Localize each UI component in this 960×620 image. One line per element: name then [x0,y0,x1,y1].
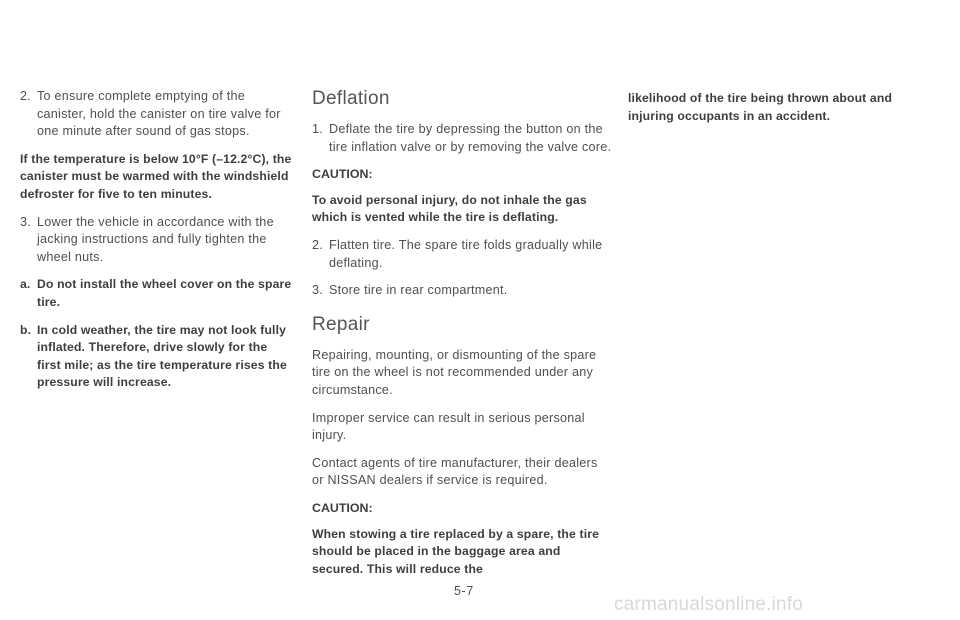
note-a-wheel-cover [20,276,292,311]
repair-heading: Repair [312,313,370,335]
step-text: Store tire in rear compartment. [329,283,508,298]
repair-paragraph: Repairing, mounting, or dismounting of the spare tire on the wheel is not recommended under any circumstance. [312,347,597,397]
note-letter: b. [20,322,32,337]
step-number: 3. [312,283,324,298]
step-text: To ensure complete emptying of the canister, hold the canister on tire valve for one minute after sound of gas stops. [37,89,281,139]
step-2-canister [20,88,292,141]
note-text: In cold weather, the tire may not look fully inflated. Therefore, drive slowly for the first mile; as the tire temperature rises the pressure will increase. [37,322,287,390]
step-text: Lower the vehicle in accordance with the jacking instructions and fully tighten the wheel nuts. [37,214,274,264]
middle-column [312,88,612,588]
continued-caution-text: likelihood of the tire being thrown about and injuring occupants in an accident. [628,91,893,123]
deflation-step-2 [312,237,612,272]
caution-label: CAUTION: [312,167,373,182]
note-letter: a. [20,277,31,292]
page-number: 5-7 [454,584,474,598]
step-text: Deflate the tire by depressing the button on the tire inflation valve or by removing the valve core. [329,122,612,154]
step-number: 2. [20,89,32,103]
temperature-warning: If the temperature is below 10°F (–12.2°C), the canister must be warmed with the windshield defroster for five to ten minutes. [20,151,292,201]
caution-label: CAUTION: [312,500,373,515]
step-number: 1. [312,122,324,136]
caution-text: To avoid personal injury, do not inhale the gas which is vented while the tire is deflating. [312,192,587,225]
deflation-step-1 [312,121,612,156]
step-number: 2. [312,237,324,252]
right-column [628,90,928,135]
caution-text: When stowing a tire replaced by a spare, the tire should be placed in the baggage area and secured. This will reduce the [312,526,600,576]
step-3-lower-vehicle [20,214,292,267]
watermark: carmanualsonline.info [614,594,804,615]
step-number: 3. [20,214,32,229]
repair-paragraph: Contact agents of tire manufacturer, their dealers or NISSAN dealers if service is required. [312,455,598,488]
step-text: Flatten tire. The spare tire folds gradually while deflating. [329,237,603,270]
left-column [20,88,292,402]
deflation-step-3 [312,282,612,300]
deflation-heading: Deflation [312,88,390,109]
note-text: Do not install the wheel cover on the spare tire. [37,277,292,309]
note-b-cold-weather [20,322,292,392]
repair-paragraph: Improper service can result in serious personal injury. [312,410,585,443]
